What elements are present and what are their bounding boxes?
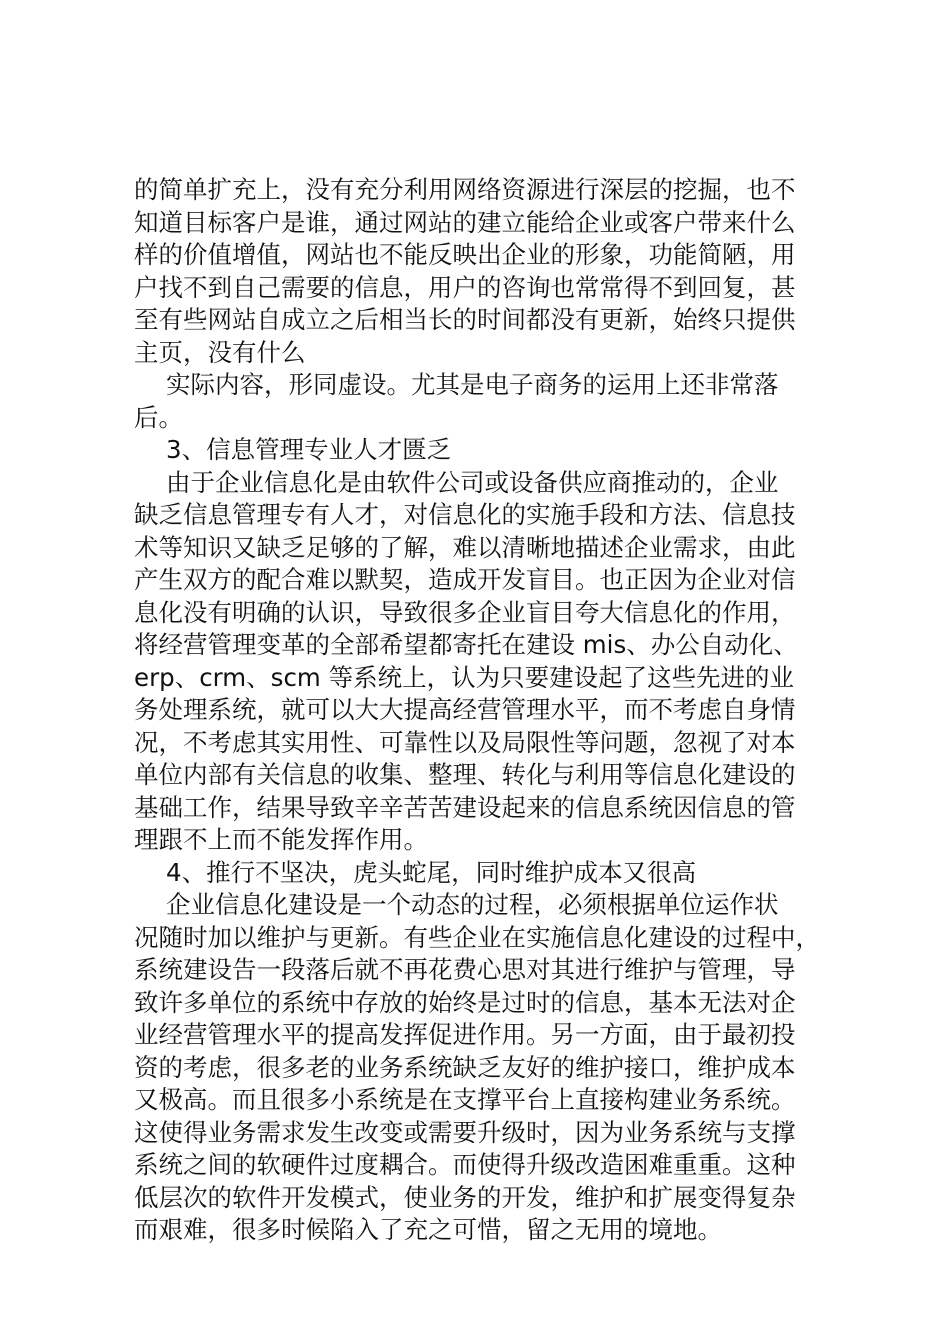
text-line: 况，不考虑其实用性、可靠性以及局限性等问题，忽视了对本 <box>134 727 796 757</box>
text-line: 由于企业信息化是由软件公司或设备供应商推动的，企业 <box>166 467 779 497</box>
text-line: 缺乏信息管理专有人才，对信息化的实施手段和方法、信息技 <box>134 500 796 529</box>
text-line: 单位内部有关信息的收集、整理、转化与利用等信息化建设的 <box>134 760 796 789</box>
text-line: 知道目标客户是谁，通过网站的建立能给企业或客户带来什么 <box>134 207 796 237</box>
section-heading-4: 4、推行不坚决，虎头蛇尾，同时维护成本又很高 <box>166 857 697 887</box>
text-line: erp、crm、scm 等系统上，认为只要建设起了这些先进的业 <box>134 662 795 692</box>
text-line: 企业信息化建设是一个动态的过程，必须根据单位运作状 <box>166 890 779 919</box>
text-line: 实际内容，形同虚设。尤其是电子商务的运用上还非常落 <box>166 370 779 399</box>
text-line: 系统建设告一段落后就不再花费心思对其进行维护与管理，导 <box>134 955 796 984</box>
text-line: 的简单扩充上，没有充分利用网络资源进行深层的挖掘，也不 <box>134 175 796 204</box>
text-line: 况随时加以维护与更新。有些企业在实施信息化建设的过程中， <box>134 922 820 952</box>
text-line: 术等知识又缺乏足够的了解，难以清晰地描述企业需求，由此 <box>134 532 796 562</box>
text-line: 致许多单位的系统中存放的始终是过时的信息，基本无法对企 <box>134 987 796 1017</box>
text-line: 息化没有明确的认识，导致很多企业盲目夸大信息化的作用， <box>134 597 796 627</box>
document-body <box>134 174 834 1247</box>
text-line: 产生双方的配合难以默契，造成开发盲目。也正因为企业对信 <box>134 565 796 594</box>
text-line: 样的价值增值，网站也不能反映出企业的形象，功能简陋，用 <box>134 240 796 269</box>
text-line: 务处理系统，就可以大大提高经营管理水平，而不考虑自身情 <box>134 695 796 724</box>
text-line: 主页，没有什么 <box>134 337 306 367</box>
text-line: 至有些网站自成立之后相当长的时间都没有更新，始终只提供 <box>134 305 796 334</box>
text-line: 基础工作，结果导致辛辛苦苦建设起来的信息系统因信息的管 <box>134 792 796 822</box>
text-line: 户找不到自己需要的信息，用户的咨询也常常得不到回复，甚 <box>134 272 796 302</box>
paragraph-3 <box>134 467 834 857</box>
text-line: 将经营管理变革的全部希望都寄托在建设 mis、办公自动化、 <box>134 630 798 659</box>
paragraph-1 <box>134 174 834 369</box>
paragraph-2 <box>134 369 834 434</box>
text-line: 这使得业务需求发生改变或需要升级时，因为业务系统与支撑 <box>134 1117 796 1147</box>
section-heading-3: 3、信息管理专业人才匮乏 <box>166 435 452 464</box>
text-line: 后。 <box>134 402 183 432</box>
text-line: 又极高。而且很多小系统是在支撑平台上直接构建业务系统。 <box>134 1085 796 1114</box>
paragraph-4 <box>134 889 834 1247</box>
text-line: 资的考虑，很多老的业务系统缺乏友好的维护接口，维护成本 <box>134 1052 796 1082</box>
text-line: 而艰难，很多时候陷入了充之可惜，留之无用的境地。 <box>134 1215 722 1244</box>
text-line: 系统之间的软硬件过度耦合。而使得升级改造困难重重。这种 <box>134 1150 796 1179</box>
text-line: 低层次的软件开发模式，使业务的开发，维护和扩展变得复杂 <box>134 1182 796 1212</box>
text-line: 理跟不上而不能发挥作用。 <box>134 825 428 854</box>
text-line: 业经营管理水平的提高发挥促进作用。另一方面，由于最初投 <box>134 1020 796 1049</box>
